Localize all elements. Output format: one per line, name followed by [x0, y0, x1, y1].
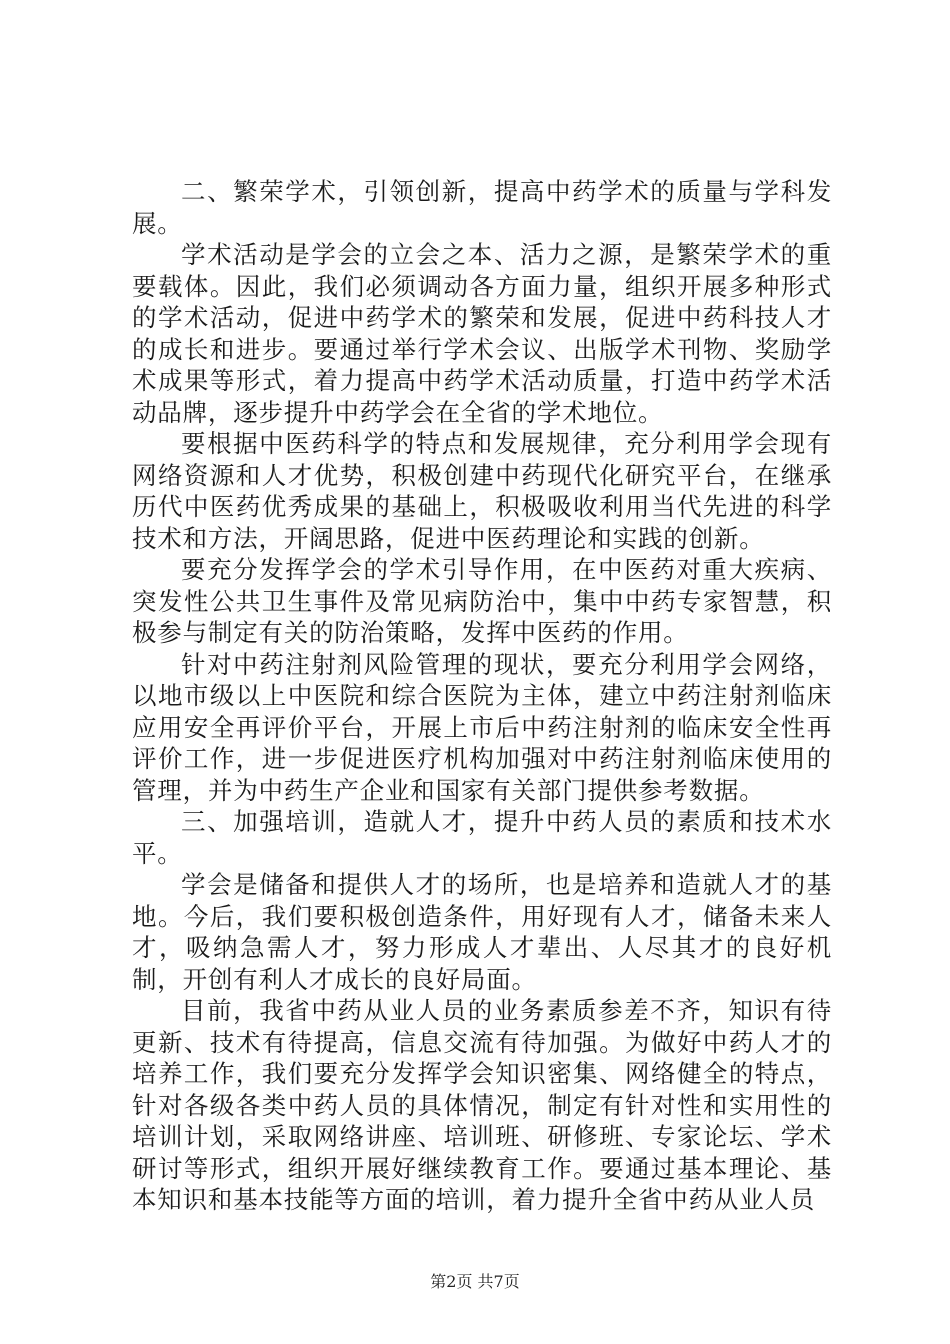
- body-paragraph: 要充分发挥学会的学术引导作用，在中医药对重大疾病、突发性公共卫生事件及常见病防治中，集中中药专家智慧，积极参与制定有关的防治策略，发挥中医药的作用。: [132, 555, 832, 647]
- page-number-footer: 第2页 共7页: [430, 1272, 520, 1291]
- body-paragraph: 目前，我省中药从业人员的业务素质参差不齐，知识有待更新、技术有待提高，信息交流有待加强。为做好中药人才的培养工作，我们要充分发挥学会知识密集、网络健全的特点，针对各级各类中药人员的具体情况，制定有针对性和实用性的培训计划，采取网络讲座、培训班、研修班、专家论坛、学术研讨等形式，组织开展好继续教育工作。要通过基本理论、基本知识和基本技能等方面的培训，着力提升全省中药从业人员: [132, 996, 832, 1214]
- section-heading-2: 二、繁荣学术，引领创新，提高中药学术的质量与学科发展。: [132, 177, 832, 238]
- document-body: [132, 176, 832, 1216]
- section-heading-3: 三、加强培训，造就人才，提升中药人员的素质和技术水平。: [132, 807, 832, 868]
- body-paragraph: 针对中药注射剂风险管理的现状，要充分利用学会网络，以地市级以上中医院和综合医院为主体，建立中药注射剂临床应用安全再评价平台，开展上市后中药注射剂的临床安全性再评价工作，进一步促进医疗机构加强对中药注射剂临床使用的管理，并为中药生产企业和国家有关部门提供参考数据。: [132, 649, 832, 805]
- body-paragraph: 要根据中医药科学的特点和发展规律，充分利用学会现有网络资源和人才优势，积极创建中药现代化研究平台，在继承历代中医药优秀成果的基础上，积极吸收利用当代先进的科学技术和方法，开阔思路，促进中医药理论和实践的创新。: [132, 429, 832, 553]
- body-paragraph: 学会是储备和提供人才的场所，也是培养和造就人才的基地。今后，我们要积极创造条件，用好现有人才，储备未来人才，吸纳急需人才，努力形成人才辈出、人尽其才的良好机制，开创有利人才成长的良好局面。: [132, 870, 832, 994]
- body-paragraph: 学术活动是学会的立会之本、活力之源，是繁荣学术的重要载体。因此，我们必须调动各方面力量，组织开展多种形式的学术活动，促进中药学术的繁荣和发展，促进中药科技人才的成长和进步。要通过举行学术会议、出版学术刊物、奖励学术成果等形式，着力提高中药学术活动质量，打造中药学术活动品牌，逐步提升中药学会在全省的学术地位。: [132, 240, 832, 427]
